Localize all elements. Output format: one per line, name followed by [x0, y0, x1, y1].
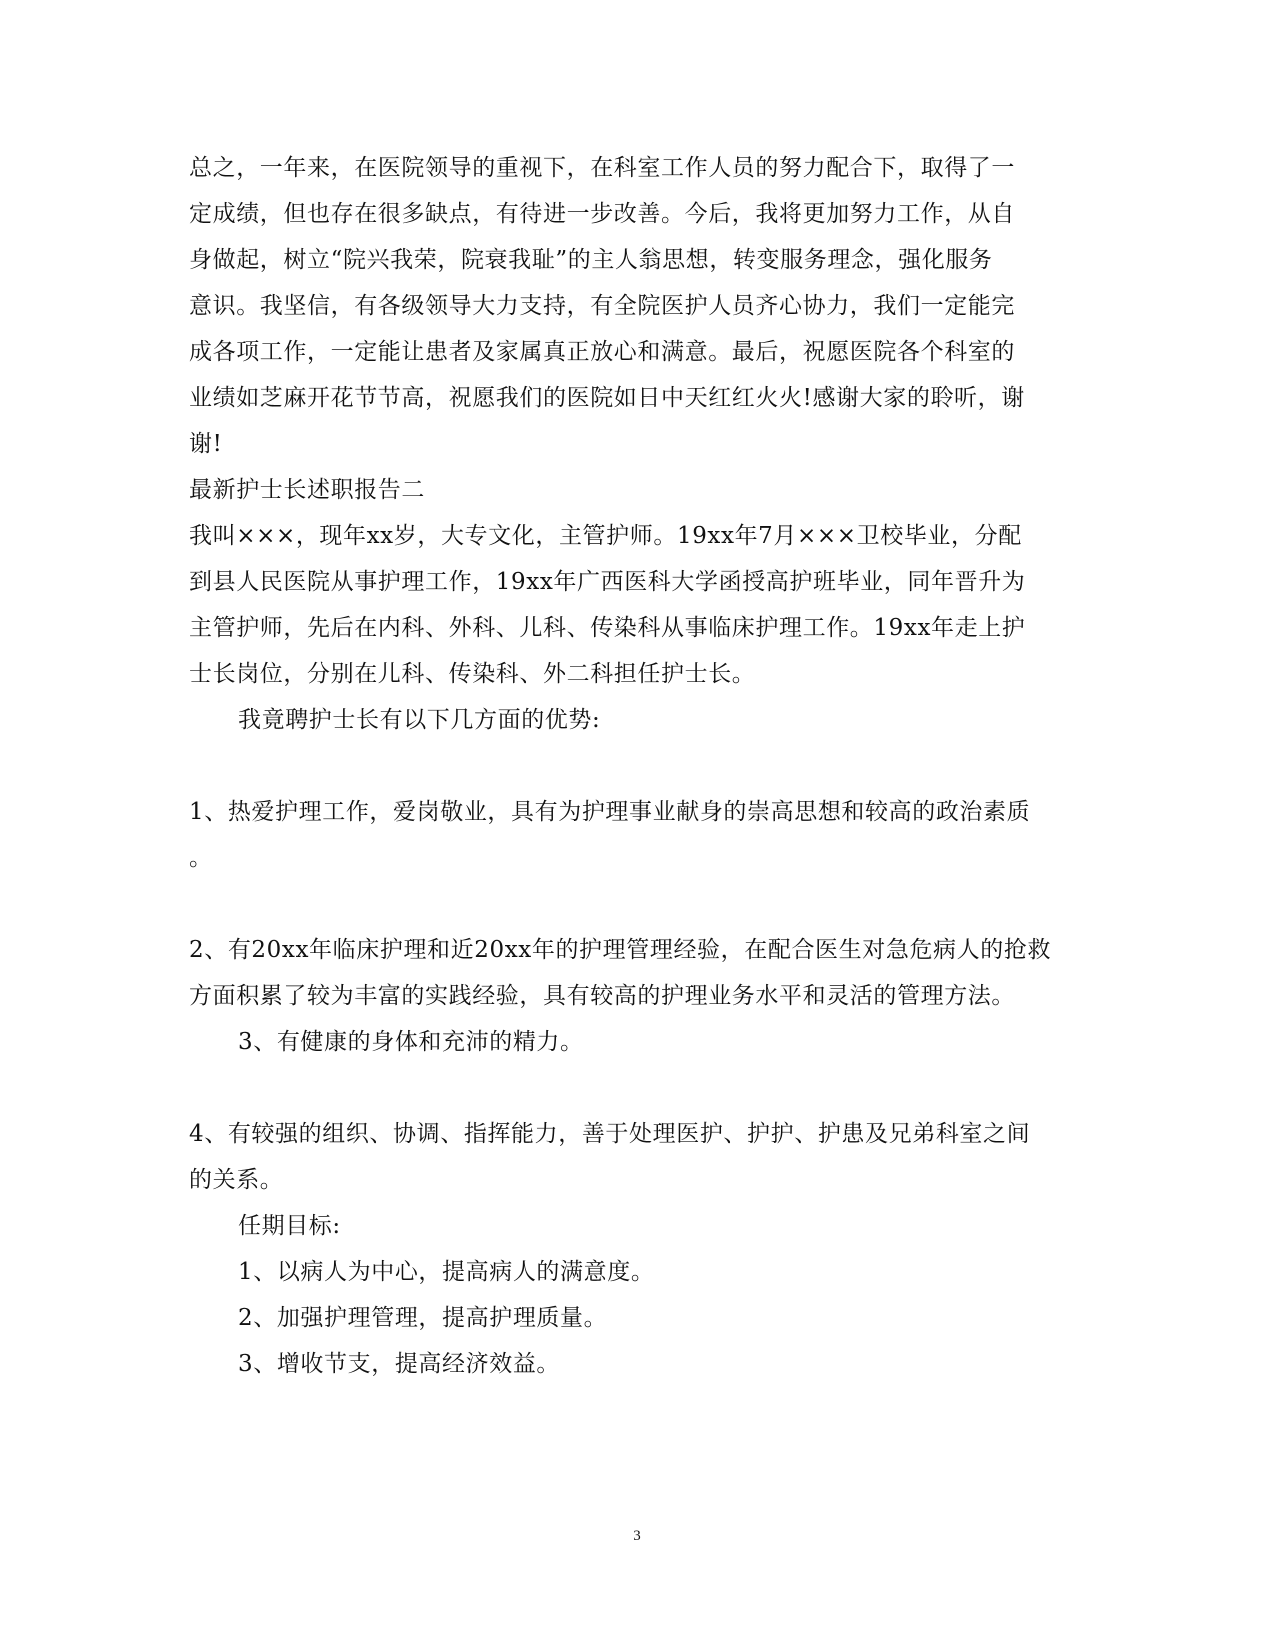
summary-line-7: 谢!	[189, 431, 223, 457]
advantage-4-line-2: 的关系。	[189, 1167, 284, 1193]
advantage-1-line-1: 1、热爱护理工作，爱岗敬业，具有为护理事业献身的崇高思想和较高的政治素质	[189, 799, 1031, 825]
summary-line-3: 身做起，树立“院兴我荣，院衰我耻”的主人翁思想，转变服务理念，强化服务	[189, 247, 993, 273]
goal-2: 2、加强护理管理，提高护理质量。	[238, 1305, 608, 1331]
goal-1: 1、以病人为中心，提高病人的满意度。	[238, 1259, 655, 1285]
summary-line-1: 总之，一年来，在医院领导的重视下，在科室工作人员的努力配合下，取得了一	[189, 155, 1015, 181]
advantage-1-line-2: 。	[189, 845, 213, 871]
goals-heading: 任期目标:	[238, 1213, 341, 1239]
summary-line-2: 定成绩，但也存在很多缺点，有待进一步改善。今后，我将更加努力工作，从自	[189, 201, 1015, 227]
advantage-3: 3、有健康的身体和充沛的精力。	[238, 1029, 584, 1055]
advantages-heading: 我竟聘护士长有以下几方面的优势:	[238, 707, 601, 733]
section-title: 最新护士长述职报告二	[189, 477, 425, 503]
intro-line-1: 我叫×××，现年xx岁，大专文化，主管护师。19xx年7月×××卫校毕业，分配	[189, 523, 1022, 549]
summary-line-5: 成各项工作，一定能让患者及家属真正放心和满意。最后，祝愿医院各个科室的	[189, 339, 1015, 365]
advantage-2-line-2: 方面积累了较为丰富的实践经验，具有较高的护理业务水平和灵活的管理方法。	[189, 983, 1015, 1009]
summary-line-6: 业绩如芝麻开花节节高，祝愿我们的医院如日中天红红火火!感谢大家的聆听，谢	[189, 385, 1025, 411]
advantage-2-line-1: 2、有20xx年临床护理和近20xx年的护理管理经验，在配合医生对急危病人的抢救	[189, 937, 1052, 963]
intro-line-2: 到县人民医院从事护理工作，19xx年广西医科大学函授高护班毕业，同年晋升为	[189, 569, 1026, 595]
page-number: 3	[633, 1528, 641, 1544]
intro-line-4: 士长岗位，分别在儿科、传染科、外二科担任护士长。	[189, 661, 756, 687]
summary-line-4: 意识。我坚信，有各级领导大力支持，有全院医护人员齐心协力，我们一定能完	[189, 293, 1015, 319]
advantage-4-line-1: 4、有较强的组织、协调、指挥能力，善于处理医护、护护、护患及兄弟科室之间	[189, 1121, 1031, 1147]
intro-line-3: 主管护师，先后在内科、外科、儿科、传染科从事临床护理工作。19xx年走上护	[189, 615, 1026, 641]
goal-3: 3、增收节支，提高经济效益。	[238, 1351, 561, 1377]
